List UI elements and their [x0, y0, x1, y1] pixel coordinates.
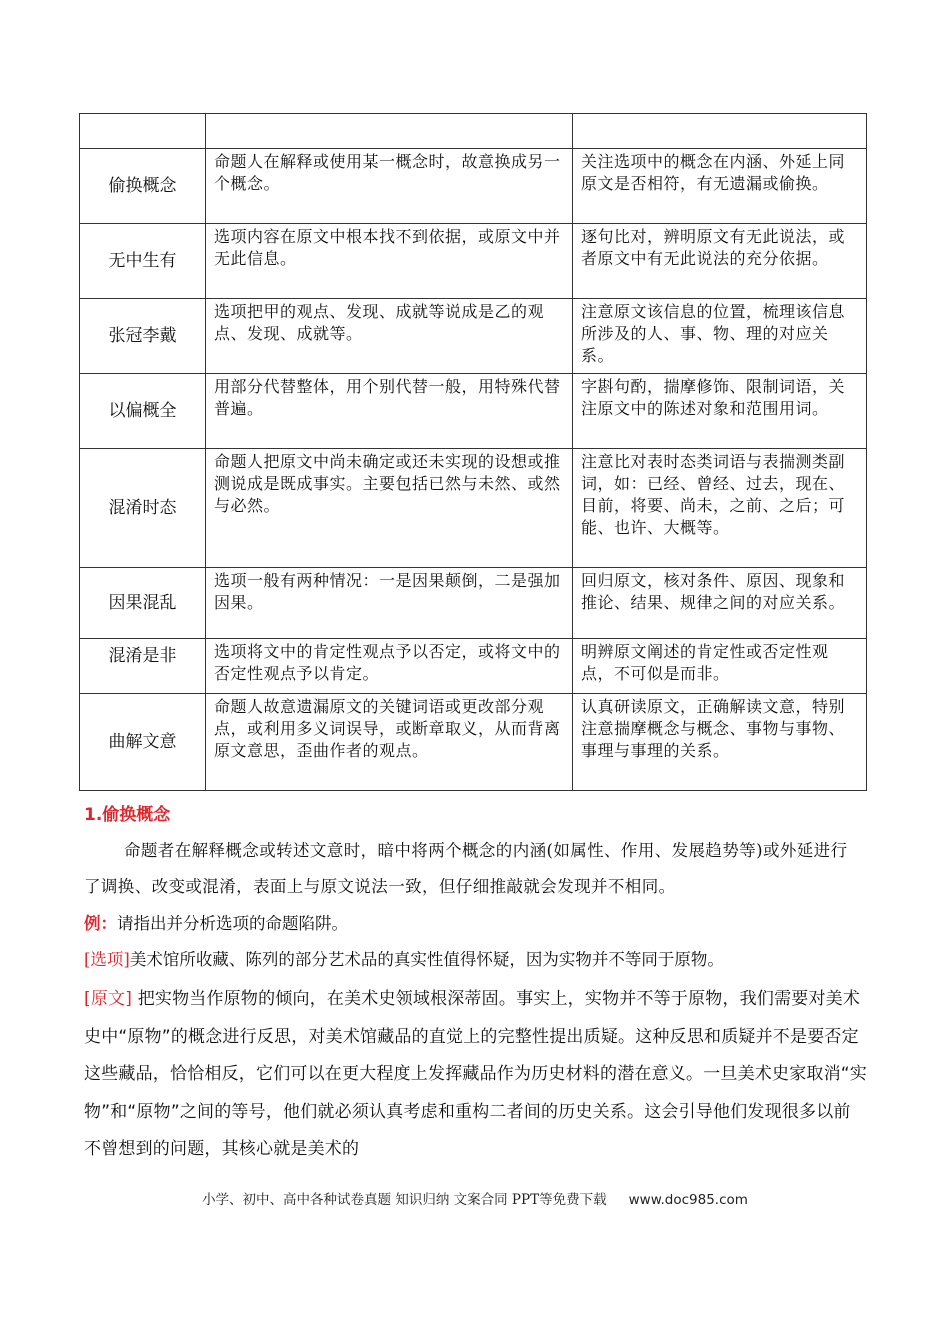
page-footer — [0, 1188, 950, 1208]
trap-tip: 认真研读原文，正确解读文意，特别注意揣摩概念与概念、事物与事物、事理与事理的关系。 — [573, 694, 867, 791]
trap-description: 命题人故意遗漏原文的关键词语或更改部分观点，或利用多义词误导，或断章取义，从而背离原文意思，歪曲作者的观点。 — [206, 694, 573, 791]
trap-description: 选项内容在原文中根本找不到依据，或原文中并无此信息。 — [206, 224, 573, 299]
trap-tip: 注意原文该信息的位置，梳理该信息所涉及的人、事、物、理的对应关系。 — [573, 299, 867, 374]
table-row — [80, 149, 867, 224]
example-text: 请指出并分析选项的命题陷阱。 — [117, 914, 348, 933]
table-row — [80, 694, 867, 791]
original-tag: [原文] — [84, 989, 133, 1009]
trap-description: 选项将文中的肯定性观点予以否定，或将文中的否定性观点予以肯定。 — [206, 639, 573, 694]
trap-name: 因果混乱 — [80, 568, 206, 639]
trap-name: 张冠李戴 — [80, 299, 206, 374]
trap-name: 混淆是非 — [80, 639, 206, 694]
trap-name: 混淆时态 — [80, 449, 206, 568]
trap-name: 曲解文意 — [80, 694, 206, 791]
table-row — [80, 224, 867, 299]
trap-description: 命题人把原文中尚未确定或还未实现的设想或推测说成是既成事实。主要包括已然与未然、或然与必然。 — [206, 449, 573, 568]
option-line — [84, 946, 874, 970]
example-label: 例： — [84, 914, 117, 933]
table-row — [80, 449, 867, 568]
trap-description — [206, 114, 573, 149]
table-row — [80, 299, 867, 374]
trap-name — [80, 114, 206, 149]
trap-name: 以偏概全 — [80, 374, 206, 449]
trap-description: 用部分代替整体，用个别代替一般，用特殊代替普遍。 — [206, 374, 573, 449]
trap-name: 无中生有 — [80, 224, 206, 299]
option-text: 美术馆所收藏、陈列的部分艺术品的真实性值得怀疑，因为实物并不等同于原物。 — [129, 950, 724, 969]
original-passage — [84, 981, 867, 1169]
footer-url[interactable]: www.doc985.com — [628, 1192, 748, 1208]
footer-text: 小学、初中、高中各种试卷真题 知识归纳 文案合同 PPT等免费下载 — [202, 1192, 607, 1208]
trap-tip: 字斟句酌，揣摩修饰、限制词语，关注原文中的陈述对象和范围用词。 — [573, 374, 867, 449]
table-row — [80, 639, 867, 694]
trap-tip: 回归原文，核对条件、原因、现象和推论、结果、规律之间的对应关系。 — [573, 568, 867, 639]
trap-tip: 逐句比对，辨明原文有无此说法，或者原文中有无此说法的充分依据。 — [573, 224, 867, 299]
table-row — [80, 568, 867, 639]
table-row — [80, 114, 867, 149]
option-tag: [选项] — [84, 950, 130, 969]
trap-tip: 关注选项中的概念在内涵、外延上同原文是否相符，有无遗漏或偷换。 — [573, 149, 867, 224]
table-row — [80, 374, 867, 449]
trap-tip: 注意比对表时态类词语与表揣测类副词，如：已经、曾经、过去，现在、目前，将要、尚未，之前、之后；可能、也许、大概等。 — [573, 449, 867, 568]
section-title: 1.偷换概念 — [84, 805, 171, 825]
original-text: 把实物当作原物的倾向，在美术史领域根深蒂固。事实上，实物并不等于原物，我们需要对美术史中“原物”的概念进行反思，对美术馆藏品的直觉上的完整性提出质疑。这种反思和质疑并不是要否定这些藏品，恰恰相反，它们可以在更大程度上发挥藏品作为历史材料的潜在意义。一旦美术史家取消“实物”和“原物”之间的等号，他们就必须认真考虑和重构二者间的历史关系。这会引导他们发现很多以前不曾想到的问题，其核心就是美术的 — [84, 989, 868, 1159]
trap-tip — [573, 114, 867, 149]
section-intro: 命题者在解释概念或转述文意时，暗中将两个概念的内涵(如属性、作用、发展趋势等)或外延进行了调换、改变或混淆，表面上与原文说法一致，但仔细推敲就会发现并不相同。 — [84, 841, 848, 896]
trap-table — [79, 113, 867, 791]
trap-description: 命题人在解释或使用某一概念时，故意换成另一个概念。 — [206, 149, 573, 224]
trap-description: 选项把甲的观点、发现、成就等说成是乙的观点、发现、成就等。 — [206, 299, 573, 374]
example-line — [84, 910, 348, 934]
trap-name: 偷换概念 — [80, 149, 206, 224]
trap-tip: 明辨原文阐述的肯定性或否定性观点，不可似是而非。 — [573, 639, 867, 694]
trap-description: 选项一般有两种情况：一是因果颠倒，二是强加因果。 — [206, 568, 573, 639]
